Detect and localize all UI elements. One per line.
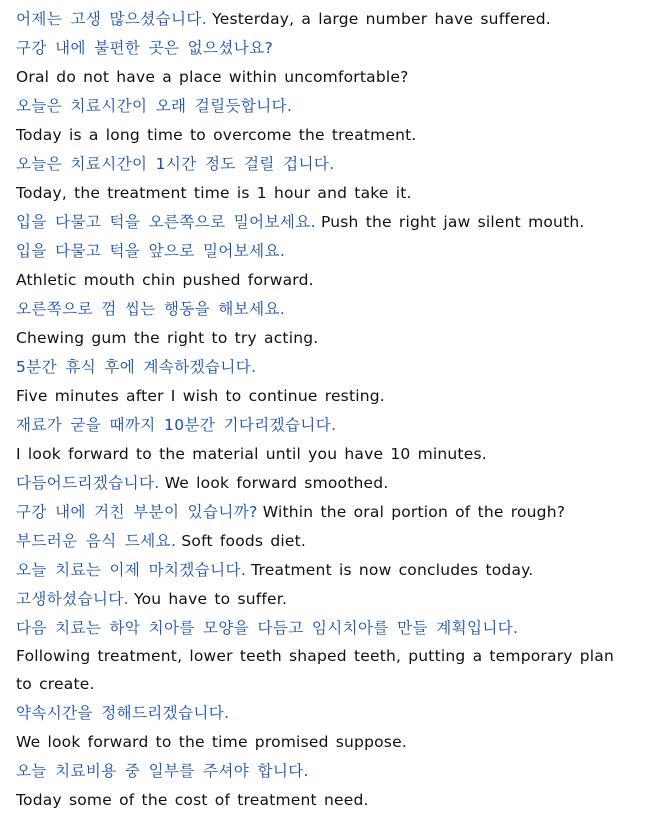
- phrase-line: [16, 699, 666, 728]
- phrase-line: [16, 121, 666, 150]
- phrase-line: [16, 92, 666, 121]
- english-translation: Today, the treatment time is 1 hour and take it.: [16, 184, 412, 202]
- phrase-line: [16, 440, 666, 469]
- english-translation: Push the right jaw silent mouth.: [320, 213, 585, 231]
- korean-phrase: 오늘 치료는 이제 마치겠습니다.: [16, 561, 247, 579]
- phrase-line: [16, 498, 666, 527]
- korean-phrase: 부드러운 음식 드세요.: [16, 532, 177, 550]
- korean-phrase: 입을 다물고 턱을 오른쪽으로 밀어보세요.: [16, 213, 316, 231]
- phrase-line: [16, 266, 666, 295]
- phrase-line: [16, 411, 666, 440]
- korean-phrase: 다음 치료는 하악 치아를 모양을 다듬고 임시치아를 만들 계획입니다.: [16, 619, 519, 637]
- korean-phrase: 오른쪽으로 껌 씹는 행동을 해보세요.: [16, 300, 286, 318]
- english-translation: Within the oral portion of the rough?: [262, 503, 566, 521]
- korean-phrase: 5분간 휴식 후에 계속하겠습니다.: [16, 358, 257, 376]
- phrase-line: [16, 295, 666, 324]
- phrase-line: [16, 353, 666, 382]
- english-translation: Today is a long time to overcome the treatment.: [16, 126, 417, 144]
- korean-phrase: 입을 다물고 턱을 앞으로 밀어보세요.: [16, 242, 286, 260]
- english-translation: Chewing gum the right to try acting.: [16, 329, 319, 347]
- korean-phrase: 재료가 굳을 때까지 10분간 기다리겠습니다.: [16, 416, 337, 434]
- phrase-line: [16, 556, 666, 585]
- korean-phrase: 오늘은 치료시간이 오래 걸릴듯합니다.: [16, 97, 293, 115]
- phrase-line: [16, 5, 666, 34]
- korean-phrase: 다듬어드리겠습니다.: [16, 474, 160, 492]
- phrase-list: [16, 5, 666, 815]
- phrase-line: [16, 728, 666, 757]
- english-translation: We look forward to the time promised suppose.: [16, 733, 407, 751]
- english-translation: Treatment is now concludes today.: [251, 561, 534, 579]
- korean-phrase: 구강 내에 불편한 곳은 없으셨나요?: [16, 39, 274, 57]
- english-translation: Soft foods diet.: [181, 532, 307, 550]
- english-translation: Oral do not have a place within uncomfortable?: [16, 68, 409, 86]
- english-translation: to create.: [16, 675, 95, 693]
- phrase-line: [16, 757, 666, 786]
- english-translation: I look forward to the material until you have 10 minutes.: [16, 445, 487, 463]
- phrase-line: [16, 643, 666, 670]
- english-translation: Yesterday, a large number have suffered.: [212, 10, 551, 28]
- phrase-line: [16, 670, 666, 699]
- english-translation: You have to suffer.: [133, 590, 288, 608]
- korean-phrase: 구강 내에 거친 부분이 있습니까?: [16, 503, 258, 521]
- korean-phrase: 약속시간을 정해드리겠습니다.: [16, 704, 230, 722]
- phrase-line: [16, 34, 666, 63]
- phrase-line: [16, 527, 666, 556]
- korean-phrase: 오늘은 치료시간이 1시간 정도 걸릴 겁니다.: [16, 155, 335, 173]
- phrase-line: [16, 786, 666, 815]
- phrase-line: [16, 469, 666, 498]
- korean-phrase: 어제는 고생 많으셨습니다.: [16, 10, 208, 28]
- english-translation: Five minutes after I wish to continue resting.: [16, 387, 385, 405]
- phrase-line: [16, 324, 666, 353]
- phrase-line: [16, 179, 666, 208]
- korean-phrase: 오늘 치료비용 중 일부를 주셔야 합니다.: [16, 762, 309, 780]
- phrase-line: [16, 585, 666, 614]
- korean-phrase: 고생하셨습니다.: [16, 590, 129, 608]
- english-translation: Athletic mouth chin pushed forward.: [16, 271, 314, 289]
- phrase-line: [16, 63, 666, 92]
- phrase-line: [16, 150, 666, 179]
- english-translation: Today some of the cost of treatment need.: [16, 791, 369, 809]
- phrase-line: [16, 382, 666, 411]
- phrase-line: [16, 237, 666, 266]
- phrase-line: [16, 208, 666, 237]
- english-translation: Following treatment, lower teeth shaped teeth, putting a temporary plan: [16, 647, 615, 665]
- phrase-line: [16, 614, 666, 643]
- english-translation: We look forward smoothed.: [164, 474, 389, 492]
